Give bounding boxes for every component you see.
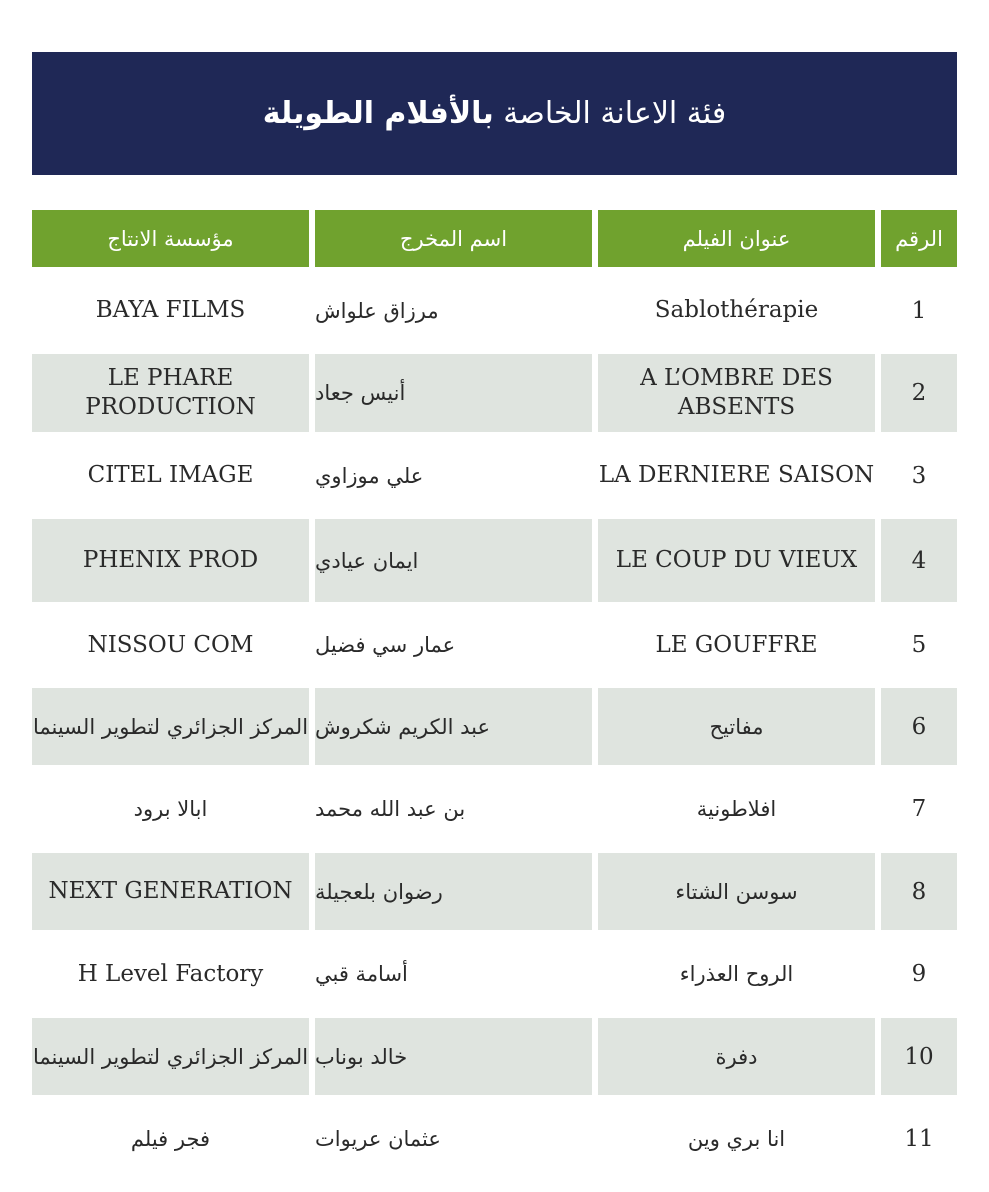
production-cell: فجر فيلم bbox=[130, 1127, 211, 1151]
production-cell: المركز الجزائري لتطوير السينما bbox=[32, 1018, 309, 1095]
number-cell: 10 bbox=[881, 1018, 957, 1095]
director-cell: رضوان بلعجيلة bbox=[315, 853, 592, 930]
table-header-row bbox=[32, 210, 957, 267]
table-row bbox=[32, 602, 957, 688]
director-cell: أنيس جعاد bbox=[315, 354, 592, 432]
table-row bbox=[32, 354, 957, 432]
production-cell: المركز الجزائري لتطوير السينما bbox=[32, 688, 309, 765]
production-cell: H Level Factory bbox=[77, 960, 264, 987]
number-cell: 7 bbox=[911, 796, 927, 822]
production-cell: LE PHARE PRODUCTION bbox=[32, 354, 309, 432]
director-cell: ايمان عيادي bbox=[315, 519, 592, 602]
production-cell: PHENIX PROD bbox=[32, 519, 309, 602]
header-production: مؤسسة الانتاج bbox=[32, 210, 309, 267]
header-film-title: عنوان الفيلم bbox=[598, 210, 875, 267]
production-cell: NEXT GENERATION bbox=[32, 853, 309, 930]
table-row bbox=[32, 688, 957, 765]
director-cell: عبد الكريم شكروش bbox=[315, 688, 592, 765]
number-cell: 8 bbox=[881, 853, 957, 930]
number-cell: 5 bbox=[911, 632, 927, 658]
number-cell: 6 bbox=[881, 688, 957, 765]
film-title-cell: مفاتيح bbox=[598, 688, 875, 765]
table-row bbox=[32, 765, 957, 853]
production-cell: ابالا برود bbox=[133, 797, 208, 821]
table-row bbox=[32, 1018, 957, 1095]
number-cell: 3 bbox=[911, 462, 927, 489]
film-title-cell: انا بري وين bbox=[687, 1127, 786, 1151]
director-cell: عثمان عريوات bbox=[315, 1127, 441, 1151]
table-row bbox=[32, 267, 957, 354]
director-cell: مرزاق علواش bbox=[315, 298, 439, 323]
film-title-cell: LA DERNIERE SAISON bbox=[598, 462, 875, 488]
film-title-cell: LE COUP DU VIEUX bbox=[598, 519, 875, 602]
films-table bbox=[32, 210, 957, 1183]
director-cell: علي موزاوي bbox=[315, 463, 424, 488]
number-cell: 9 bbox=[911, 961, 927, 987]
header-number: الرقم bbox=[881, 210, 957, 267]
film-title-cell: افلاطونية bbox=[696, 797, 777, 821]
film-title-cell: سوسن الشتاء bbox=[598, 853, 875, 930]
director-cell: أسامة قبي bbox=[315, 962, 408, 986]
table-row bbox=[32, 930, 957, 1018]
header-director: اسم المخرج bbox=[315, 210, 592, 267]
page-title bbox=[263, 96, 727, 131]
director-cell: بن عبد الله محمد bbox=[315, 797, 466, 821]
film-title-cell: LE GOUFFRE bbox=[655, 631, 818, 658]
page-title-banner bbox=[32, 52, 957, 175]
number-cell: 1 bbox=[911, 297, 927, 324]
film-title-cell: A L’OMBRE DES ABSENTS bbox=[598, 354, 875, 432]
film-title-cell: دفرة bbox=[598, 1018, 875, 1095]
film-title-cell: الروح العذراء bbox=[679, 962, 794, 986]
table-row bbox=[32, 1095, 957, 1183]
table-row bbox=[32, 853, 957, 930]
table-row bbox=[32, 432, 957, 519]
number-cell: 2 bbox=[881, 354, 957, 432]
production-cell: CITEL IMAGE bbox=[87, 462, 254, 488]
table-row bbox=[32, 519, 957, 602]
director-cell: عمار سي فضيل bbox=[315, 633, 456, 657]
production-cell: BAYA FILMS bbox=[95, 297, 246, 323]
film-title-cell: Sablothérapie bbox=[654, 297, 819, 323]
page-title-part2: بالأفلام الطويلة bbox=[262, 96, 494, 131]
number-cell: 4 bbox=[881, 519, 957, 602]
page-title-part1: فئة الاعانة الخاصة bbox=[503, 96, 727, 131]
director-cell: خالد بوناب bbox=[315, 1018, 592, 1095]
number-cell: 11 bbox=[904, 1126, 934, 1152]
production-cell: NISSOU COM bbox=[87, 631, 254, 658]
